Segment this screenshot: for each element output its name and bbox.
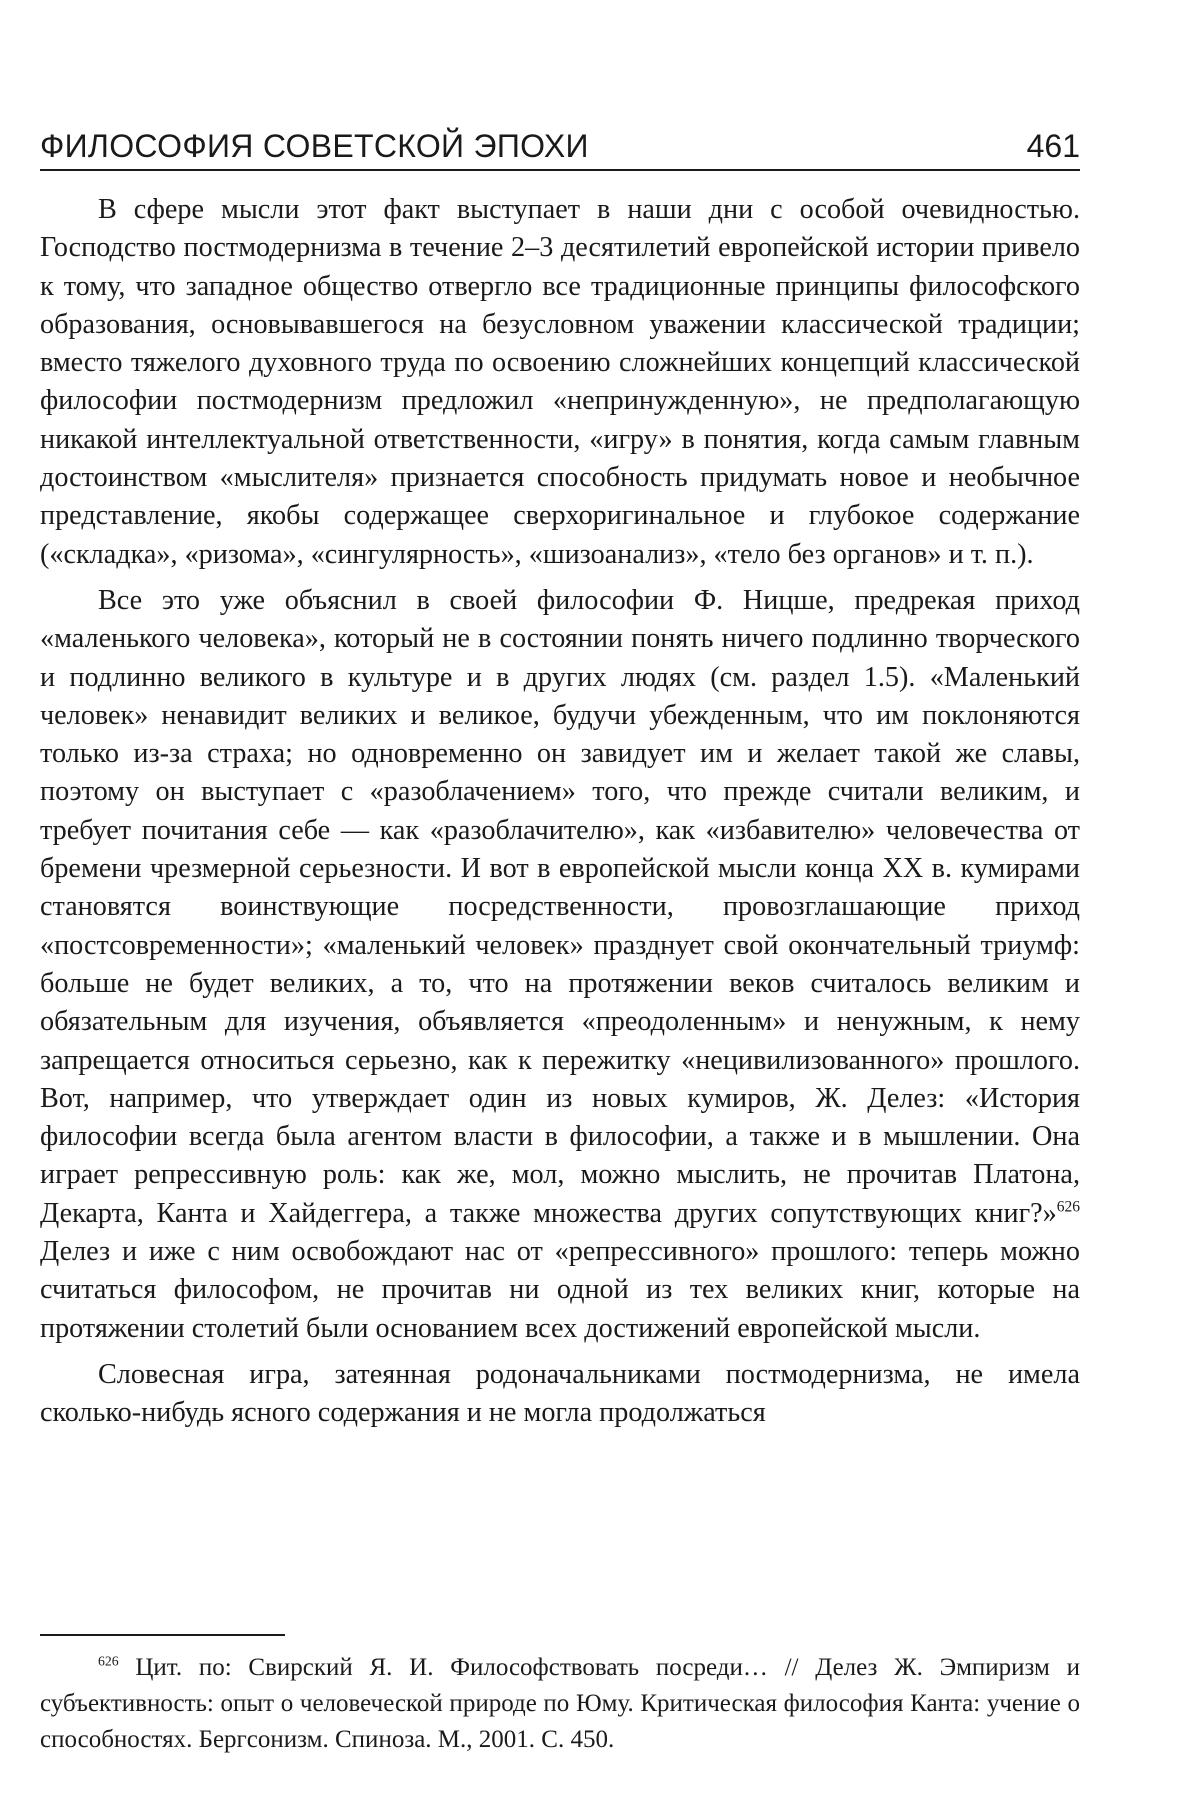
paragraph-3: Словесная игра, затеянная родоначальниками постмодернизма, не имела сколько-нибудь ясного содержания и не могла продолжаться (40, 1358, 1080, 1429)
page-number: 461 (1026, 128, 1080, 164)
paragraph-2-part-2: Делез и иже с ним освобождают нас от «репрессивного» прошлого: теперь можно считаться философом, не прочитав ни одной из тех великих книг, которые на протяжении столетий были основанием всех достижений европейской мысли. (40, 1236, 1080, 1344)
running-title: ФИЛОСОФИЯ СОВЕТСКОЙ ЭПОХИ (40, 128, 589, 164)
footnote-626 (40, 1650, 1080, 1758)
paragraph-2 (40, 582, 1080, 1348)
paragraph-2-part-1: Все это уже объяснил в своей философии Ф. Ницше, предрекая приход «маленького человека», который не в состоянии понять ничего подлинно творческого и подлинно великого в культуре и в других людях (см. раздел 1.5). «Маленький человек» ненавидит великих и великое, будучи убежденным, что им поклоняются только из-за страха; но одновременно он завидует им и желает такой же славы, поэтому он выступает с «разоблачением» того, что прежде считали великим, и требует почитания себе — как «разоблачителю», как «избавителю» человечества от бремени чрезмерной серьезности. И вот в европейской мысли конца XX в. кумирами становятся воинствующие посредственности, провозглашающие приход «постсовременности»; «маленький человек» празднует свой окончательный триумф: больше не будет великих, а то, что на протяжении веков считалось великим и обязательным для изучения, объявляется «преодоленным» и ненужным, к нему запрещается относиться серьезно, как к пережитку «нецивилизованного» прошлого. Вот, например, что утверждает один из новых кумиров, Ж. Делез: «История философии всегда была агентом власти в философии, а также и в мышлении. Она играет репрессивную роль: как же, мол, можно мыслить, не прочитав Платона, Декарта, Канта и Хайдеггера, а также множества других сопутствующих книг?» (40, 584, 1080, 1229)
paragraph-1: В сфере мысли этот факт выступает в наши дни с особой очевидностью. Господство постмодернизма в течение 2–3 десятилетий европейской истории привело к тому, что западное общество отвергло все традиционные принципы философского образования, основывавшегося на безусловном уважении классической традиции; вместо тяжелого духовного труда по освоению сложнейших концепций классической философии постмодернизм предложил «непринужденную», не предполагающую никакой интеллектуальной ответственности, «игру» в понятия, когда самым главным достоинством «мыслителя» признается способность придумать новое и необычное представление, якобы содержащее сверхоригинальное и глубокое содержание («складка», «ризома», «сингулярность», «шизоанализ», «тело без органов» и т. п.). (40, 194, 1080, 570)
body-text (40, 191, 1080, 1441)
running-header (40, 128, 1080, 171)
footnote-separator (40, 1634, 285, 1636)
footnote-ref-626[interactable]: 626 (1056, 1198, 1080, 1216)
footnote-number: 626 (98, 1653, 119, 1669)
footnote-text: Цит. по: Свирский Я. И. Философствовать посреди… // Делез Ж. Эмпиризм и субъективность: опыт о человеческой природе по Юму. Критическая философия Канта: учение о способностях. Бергсонизм. Спиноза. М., 2001. С. 450. (40, 1654, 1080, 1753)
